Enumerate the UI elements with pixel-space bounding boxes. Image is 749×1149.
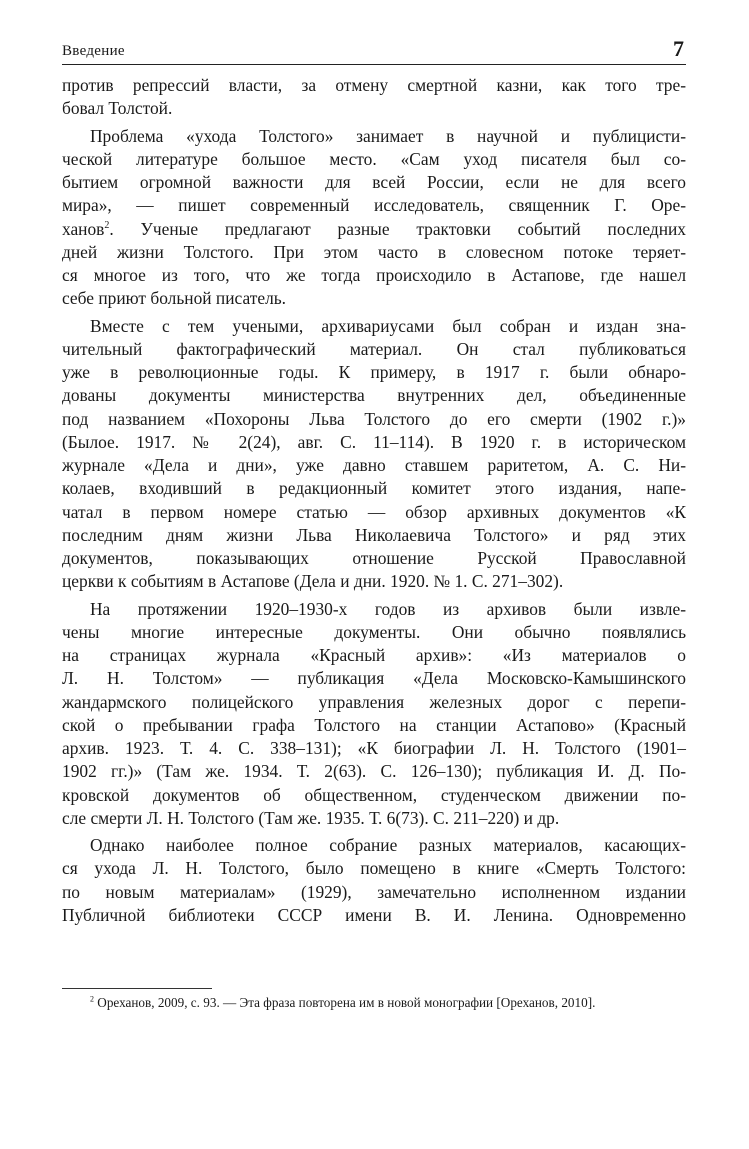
paragraph-3	[62, 315, 686, 594]
body-text	[62, 74, 686, 931]
text-line: бытием огромной важности для всей России, если не для всего	[62, 172, 686, 192]
text-line: сле смерти Л. Н. Толстого (Там же. 1935. Т. 6(73). С. 211–220) и др.	[62, 807, 560, 828]
footnote-text: Ореханов, 2009, с. 93. — Эта фраза повторена им в новой монографии [Ореханов, 2010].	[97, 995, 596, 1010]
text-line: по новым материалам» (1929), замечательно исполненном издании	[62, 881, 686, 902]
text-line: кровской документов об общественном, студенческом движении по-	[62, 784, 686, 805]
text-line: себе приют больной писатель.	[62, 288, 287, 309]
text-line: ся ухода Л. Н. Толстого, было помещено в книге «Смерть Толстого:	[62, 858, 686, 879]
text-line: ческой литературе большое место. «Сам уход писателя был со-	[62, 148, 686, 169]
text-line: 1902 гг.)» (Там же. 1934. Т. 2(63). С. 126–130); публикация И. Д. По-	[62, 761, 686, 782]
text-line: архив. 1923. Т. 4. С. 338–131); «К биографии Л. Н. Толстого (1901–	[62, 738, 686, 758]
text-line: ся многое из того, что же тогда происходило в Астапове, где нашел	[62, 265, 686, 285]
text-line: церкви к событиям в Астапове (Дела и дни. 1920. № 1. С. 271–302).	[62, 571, 564, 592]
text-fragment: Ученые предлагают разные трактовки событий последних	[140, 218, 686, 239]
text-line: чатал в первом номере статью — обзор архивных документов «К	[62, 501, 686, 522]
text-line: колаев, входивший в редакционный комитет этого издания, напе-	[62, 478, 686, 499]
text-line: последним дням жизни Льва Николаевича Толстого» и ряд этих	[62, 524, 686, 545]
text-line: ской о пребывании графа Толстого на станции Астапово» (Красный	[62, 714, 686, 735]
text-line: на страницах журнала «Красный архив»: «Из материалов о	[62, 645, 686, 665]
text-line: под названием «Похороны Льва Толстого до его смерти (1902 г.)»	[62, 408, 686, 429]
text-line: чительный фактографический материал. Он стал публиковаться	[62, 338, 686, 359]
text-line: Л. Н. Толстом» — публикация «Дела Московско-Камышинского	[62, 668, 686, 689]
footnote-mark: 2	[90, 994, 94, 1004]
footnote	[62, 994, 686, 1012]
text-line: На протяжении 1920–1930-х годов из архивов были извле-	[90, 598, 686, 619]
text-line: жандармского полицейского управления железных дорог с перепи-	[62, 691, 686, 712]
text-fragment: ханов	[62, 218, 105, 239]
paragraph-5	[62, 834, 686, 927]
text-line-with-footnote: ханов$^2$. Ученые предлагают разные трактовки событий последних	[62, 218, 686, 239]
footnote-rule	[62, 988, 212, 989]
text-line: Однако наиболее полное собрание разных материалов, касающих-	[90, 835, 686, 855]
page-number: 7	[673, 36, 684, 61]
text-line: (Былое. 1917. № 2(24), авг. С. 11–114). В 1920 г. в историческом	[62, 431, 686, 452]
text-line: Публичной библиотеки СССР имени В. И. Ленина. Одновременно	[62, 904, 686, 925]
text-line: дованы документы министерства внутренних дел, объединенные	[62, 385, 686, 406]
text-line: дней жизни Толстого. При этом часто в словесном потоке теряет-	[62, 241, 686, 262]
running-head	[62, 38, 686, 65]
paragraph-4	[62, 598, 686, 831]
text-line: Проблема «ухода Толстого» занимает в научной и публицисти-	[90, 125, 686, 146]
paragraph-1	[62, 74, 686, 121]
text-line: против репрессий власти, за отмену смертной казни, как того тре-	[62, 75, 686, 95]
text-line: чены многие интересные документы. Они обычно появлялись	[62, 621, 686, 642]
footnote-ref: 2	[104, 219, 110, 231]
text-line: документов, показывающих отношение Русской Православной	[62, 548, 686, 568]
text-line: Вместе с тем учеными, архивариусами был собран и издан зна-	[90, 315, 686, 336]
section-name: Введение	[62, 43, 125, 59]
text-line: бовал Толстой.	[62, 98, 173, 119]
text-line: уже в революционные годы. К примеру, в 1917 г. были обнаро-	[62, 362, 686, 382]
paragraph-2	[62, 125, 686, 311]
text-line: мира», — пишет современный исследователь, священник Г. Оре-	[62, 195, 686, 216]
text-line: журнале «Дела и дни», уже давно ставшем раритетом, А. С. Ни-	[62, 455, 686, 475]
